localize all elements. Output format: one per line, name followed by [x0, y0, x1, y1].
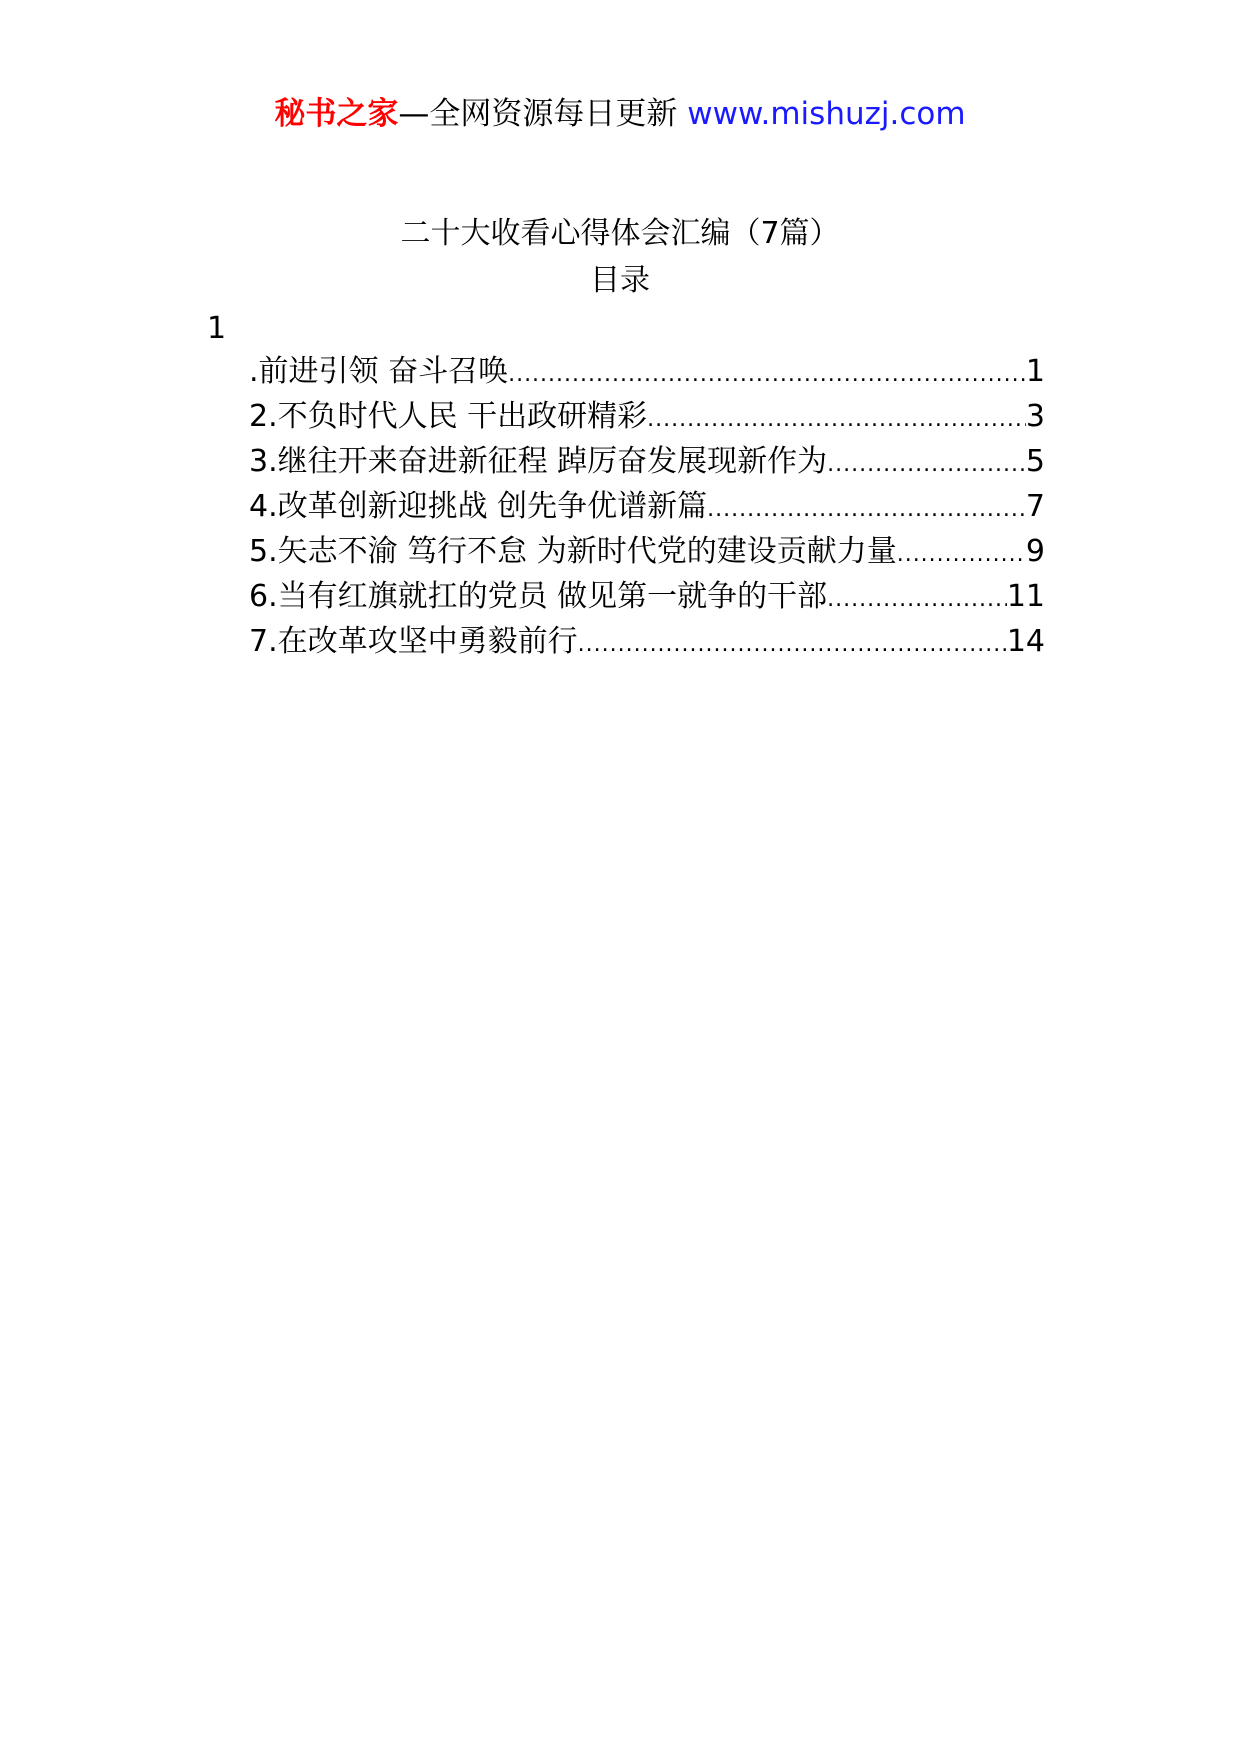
toc-page-number: 5 — [1025, 444, 1045, 479]
site-header — [0, 94, 1240, 134]
toc-entry-title: 2.不负时代人民 干出政研精彩 — [249, 399, 648, 434]
site-brand: 秘书之家 — [274, 96, 399, 132]
toc-heading: 目录 — [590, 263, 650, 298]
toc-entry-title: 4.改革创新迎挑战 创先争优谱新篇 — [249, 489, 708, 524]
toc-dot-leader — [647, 400, 1026, 440]
toc-page-number: 3 — [1025, 399, 1045, 434]
toc-dot-leader — [707, 490, 1026, 530]
toc-page-number: 11 — [1006, 579, 1045, 614]
toc-entry-1[interactable] — [249, 352, 1045, 397]
site-tagline: —全网资源每日更新 — [398, 96, 678, 132]
toc-entry-7[interactable] — [249, 622, 1045, 667]
toc-page-number: 14 — [1006, 624, 1045, 659]
toc-stray-number: 1 — [207, 311, 227, 346]
toc-dot-leader — [827, 445, 1026, 485]
toc-entry-title: 6.当有红旗就扛的党员 做见第一就争的干部 — [249, 579, 828, 614]
document-title: 二十大收看心得体会汇编（7篇） — [400, 216, 840, 251]
toc-dot-leader — [827, 580, 1007, 620]
toc-entry-2[interactable] — [249, 397, 1045, 442]
toc-entry-title: .前进引领 奋斗召唤 — [249, 354, 509, 389]
toc-entry-5[interactable] — [249, 532, 1045, 577]
toc-dot-leader — [508, 355, 1026, 395]
toc-page-number: 9 — [1025, 534, 1045, 569]
toc-page-number: 1 — [1025, 354, 1045, 389]
toc-entry-title: 5.矢志不渝 笃行不怠 为新时代党的建设贡献力量 — [249, 534, 897, 569]
toc-page-number: 7 — [1025, 489, 1045, 524]
toc-dot-leader — [897, 535, 1026, 575]
table-of-contents — [249, 352, 1045, 667]
toc-entry-title: 7.在改革攻坚中勇毅前行 — [249, 624, 578, 659]
toc-entry-6[interactable] — [249, 577, 1045, 622]
toc-entry-title: 3.继往开来奋进新征程 踔厉奋发展现新作为 — [249, 444, 828, 479]
toc-entry-3[interactable] — [249, 442, 1045, 487]
toc-dot-leader — [578, 625, 1007, 665]
toc-entry-4[interactable] — [249, 487, 1045, 532]
site-url-link[interactable]: www.mishuzj.com — [687, 96, 966, 132]
